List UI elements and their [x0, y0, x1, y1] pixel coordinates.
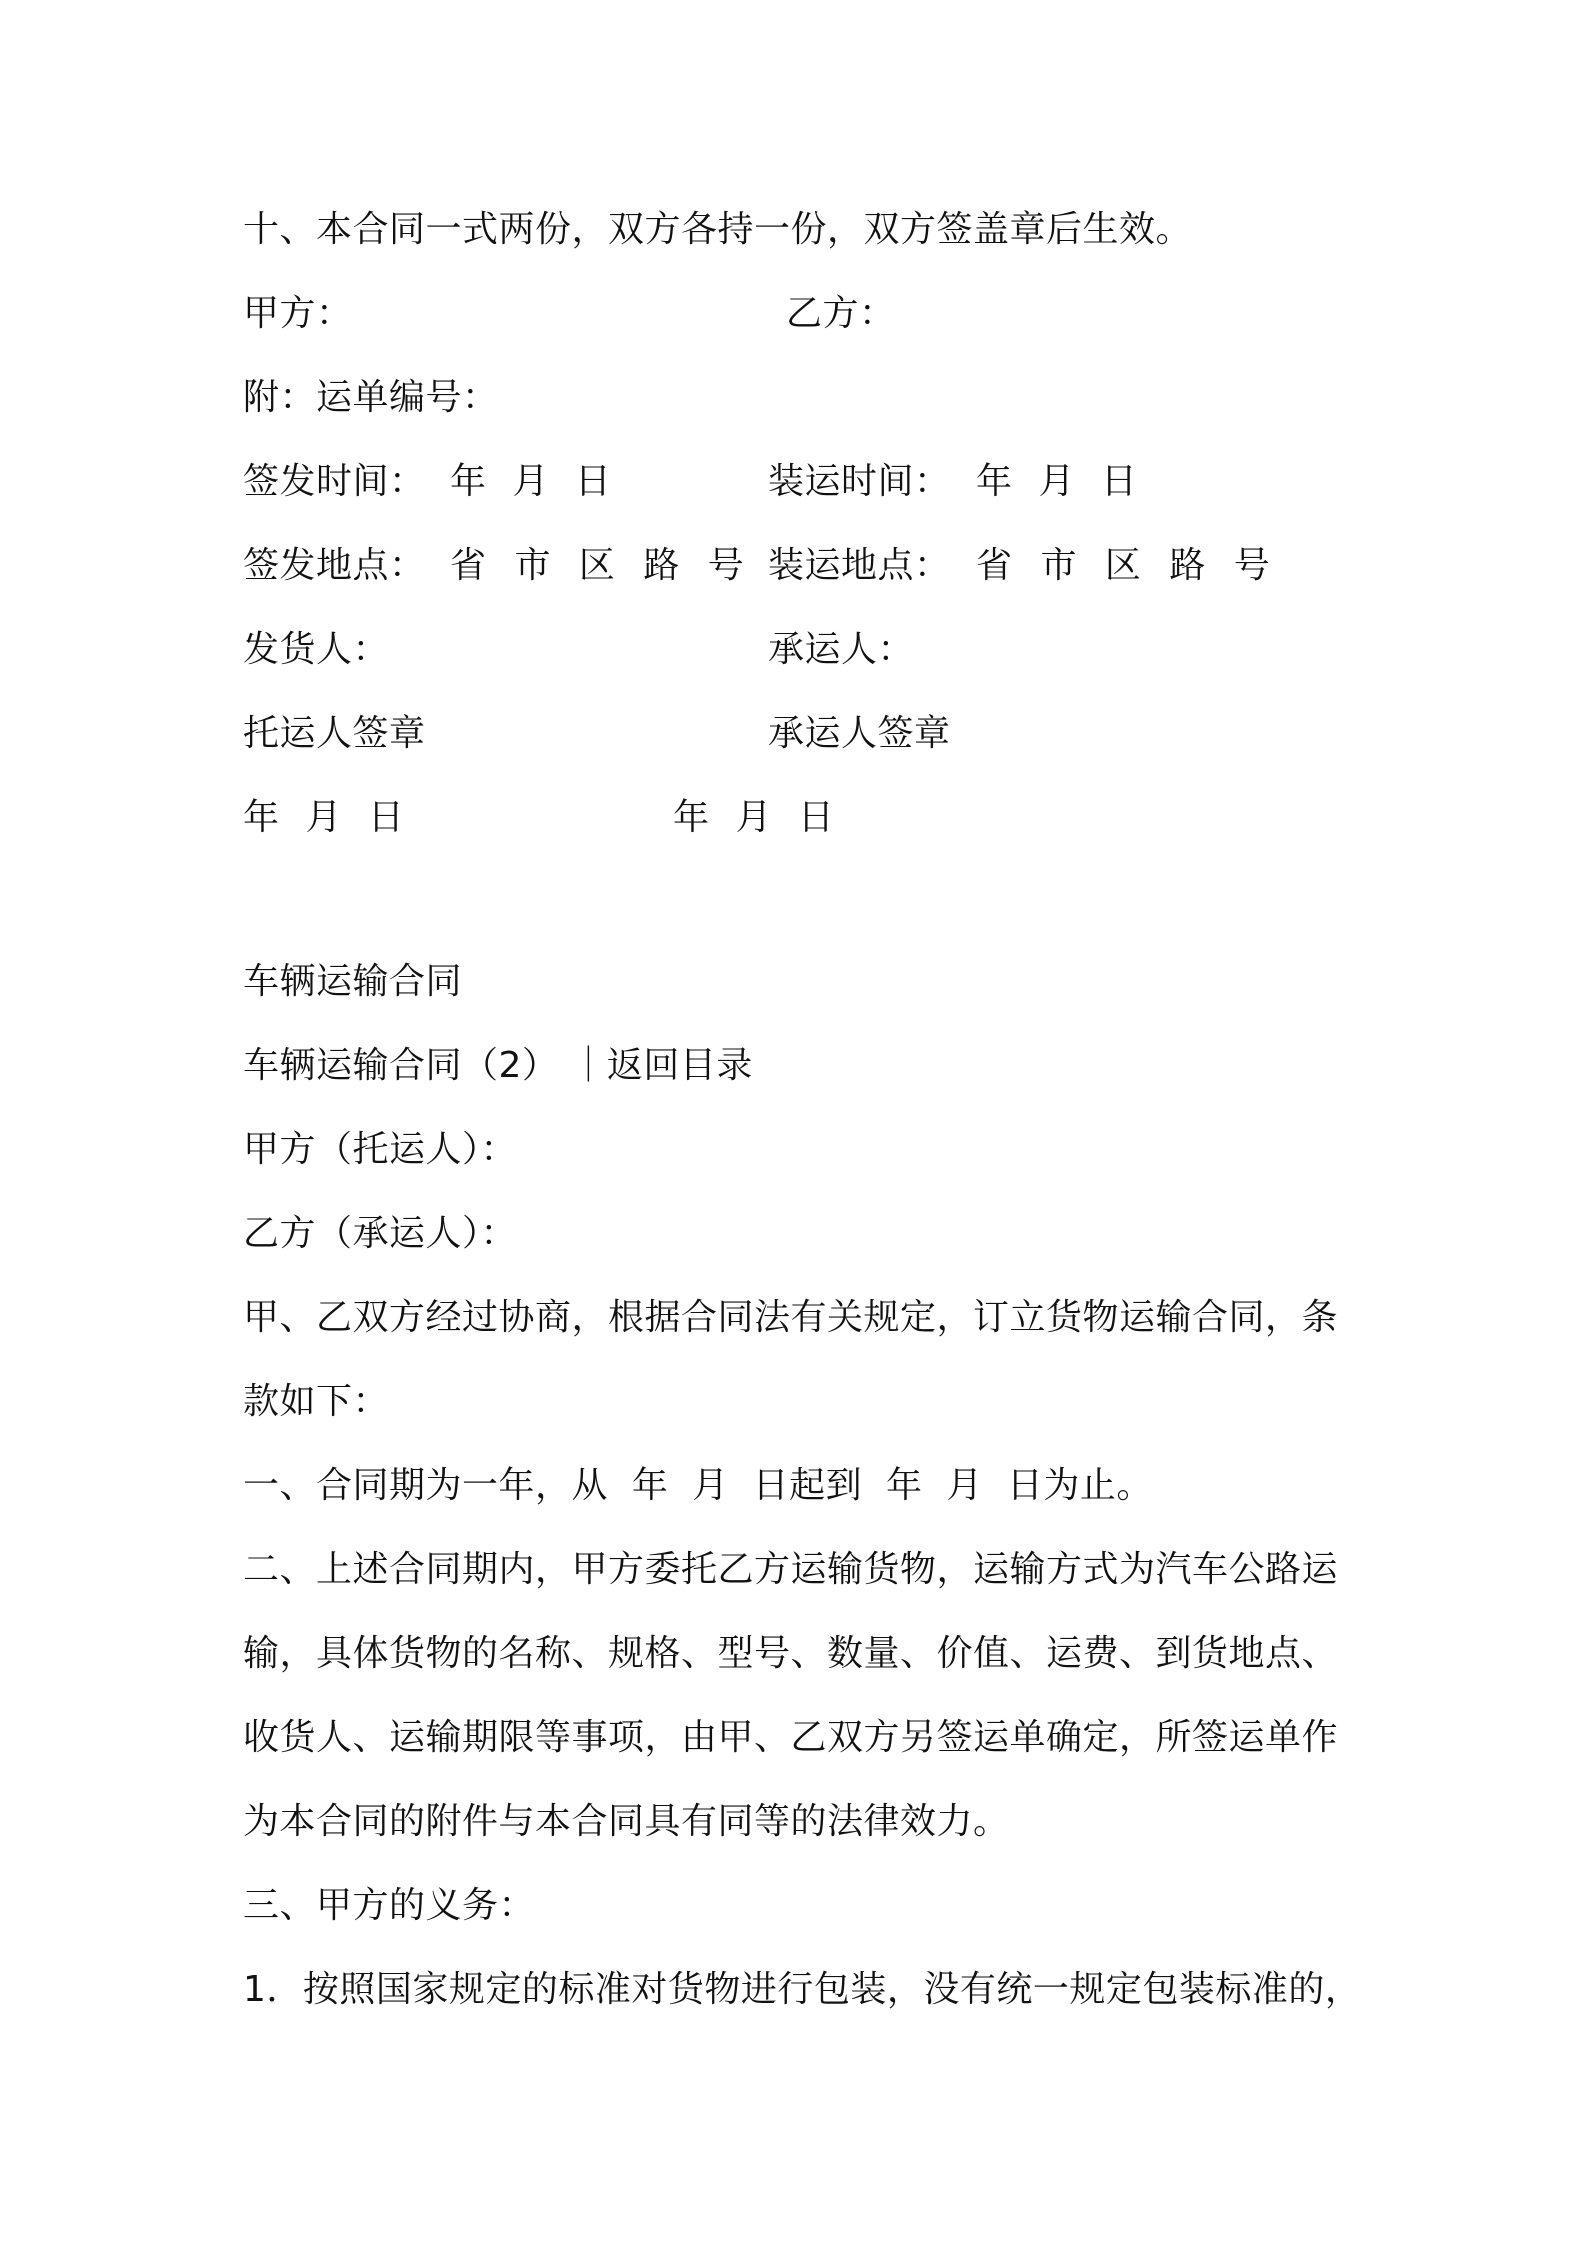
- carrier-label: 承运人：: [768, 629, 915, 670]
- party-b-carrier: 乙方（承运人）：: [243, 1213, 518, 1254]
- clause-three-item-1: 1．按照国家规定的标准对货物进行包装，没有统一规定包装标准的，: [243, 1969, 1362, 2010]
- party-a-signature-label: 甲方：: [243, 293, 353, 334]
- intro-line-2: 款如下：: [243, 1381, 390, 1422]
- party-a-consignor: 甲方（托运人）：: [243, 1129, 518, 1170]
- issue-time-label: 签发时间：: [243, 461, 426, 502]
- shipper-label: 发货人：: [243, 629, 390, 670]
- contract-subheading: 车辆运输合同（2） ｜返回目录: [243, 1045, 753, 1086]
- loading-place-label: 装运地点：: [768, 545, 951, 586]
- clause-ten: 十、本合同一式两份，双方各持一份，双方签盖章后生效。: [243, 209, 1193, 250]
- loading-time-value: 年 月 日: [976, 461, 1138, 502]
- contract-heading: 车辆运输合同: [243, 961, 463, 1002]
- intro-line-1: 甲、乙双方经过协商，根据合同法有关规定，订立货物运输合同，条: [243, 1297, 1339, 1338]
- clause-two-line-4: 为本合同的附件与本合同具有同等的法律效力。: [243, 1801, 1010, 1842]
- clause-three-title: 三、甲方的义务：: [243, 1885, 536, 1926]
- carrier-seal-date: 年 月 日: [673, 797, 835, 838]
- loading-time-label: 装运时间：: [768, 461, 951, 502]
- issue-place-value: 省 市 区 路 号: [450, 545, 745, 586]
- clause-two-line-1: 二、上述合同期内，甲方委托乙方运输货物，运输方式为汽车公路运: [243, 1549, 1339, 1590]
- consignor-seal-date: 年 月 日: [243, 797, 405, 838]
- carrier-seal-label: 承运人签章: [768, 713, 951, 754]
- loading-place-value: 省 市 区 路 号: [976, 545, 1271, 586]
- party-b-signature-label: 乙方：: [786, 293, 896, 334]
- waybill-number-label: 附：运单编号：: [243, 377, 499, 418]
- consignor-seal-label: 托运人签章: [243, 713, 426, 754]
- issue-place-label: 签发地点：: [243, 545, 426, 586]
- clause-one: 一、合同期为一年，从 年 月 日起到 年 月 日为止。: [243, 1465, 1153, 1506]
- clause-two-line-3: 收货人、运输期限等事项，由甲、乙双方另签运单确定，所签运单作: [243, 1717, 1339, 1758]
- issue-time-value: 年 月 日: [450, 461, 612, 502]
- clause-two-line-2: 输，具体货物的名称、规格、型号、数量、价值、运费、到货地点、: [243, 1633, 1339, 1674]
